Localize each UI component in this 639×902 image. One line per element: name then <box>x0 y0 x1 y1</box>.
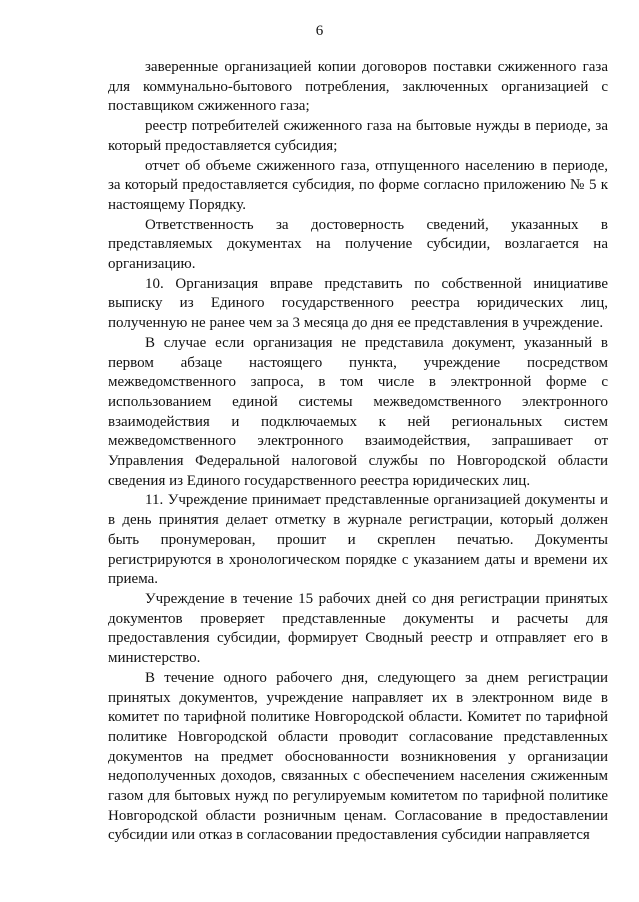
page-number: 6 <box>315 23 324 39</box>
paragraph-certified-contracts: заверенные организацией копии договоров поставки сжиженного газа для коммунально-бытового потребления, заключенных организацией с поставщиком сжиженного газа; <box>108 59 608 115</box>
paragraph-interagency-request: В случае если организация не представила документ, указанный в первом абзаце настоящего пункта, учреждение посредством межведомственного запроса, в том числе в электронной форме с использованием единой системы межведомственного электронного взаимодействия и подключаемых к ней региональных систем межведомственного электронного взаимодействия, запрашивает от Управления Федеральной налоговой службы по Новгородской области сведения из Единого государственного реестра юридических лиц. <box>108 334 608 489</box>
paragraph-tariff-committee: В течение одного рабочего дня, следующего за днем регистрации принятых документов, учреждение направляет их в электронном виде в комитет по тарифной политике Новгородской области. Комитет по тарифной политике Новгородской области проводит согласование представленных документов на предмет обоснованности возникновения у организации недополученных доходов, связанных с обеспечением населения сжиженным газом для бытовых нужд по регулируемым комитетом по тарифной политике Новгородской области розничным ценам. Согласование в предоставлении субсидии или отказ в согласовании предоставления субсидии направляется <box>108 669 608 844</box>
paragraph-responsibility: Ответственность за достоверность сведений, указанных в представляемых документах на получение субсидии, возлагается на организацию. <box>108 216 608 273</box>
paragraph-gas-volume-report: отчет об объеме сжиженного газа, отпущенного населению в периоде, за который предоставляется субсидия, по форме согласно приложению № 5 к настоящему Порядку. <box>108 157 608 213</box>
paragraph-consumer-registry: реестр потребителей сжиженного газа на бытовые нужды в периоде, за который предоставляется субсидия; <box>108 118 608 154</box>
paragraph-clause-11: 11. Учреждение принимает представленные организацией документы и в день принятия делает отметку в журнале регистрации, который должен быть пронумерован, прошит и скреплен печатью. Документы регистрируются в хронологическом порядке с указанием даты и времени их приема. <box>108 492 608 588</box>
document-body <box>108 58 608 846</box>
paragraph-review-period: Учреждение в течение 15 рабочих дней со дня регистрации принятых документов проверяет представленные документы и расчеты для предоставления субсидии, формирует Сводный реестр и отправляет его в министерство. <box>108 590 608 667</box>
paragraph-clause-10: 10. Организация вправе представить по собственной инициативе выписку из Единого государственного реестра юридических лиц, полученную не ранее чем за 3 месяца до дня ее представления в учреждение. <box>108 275 608 332</box>
